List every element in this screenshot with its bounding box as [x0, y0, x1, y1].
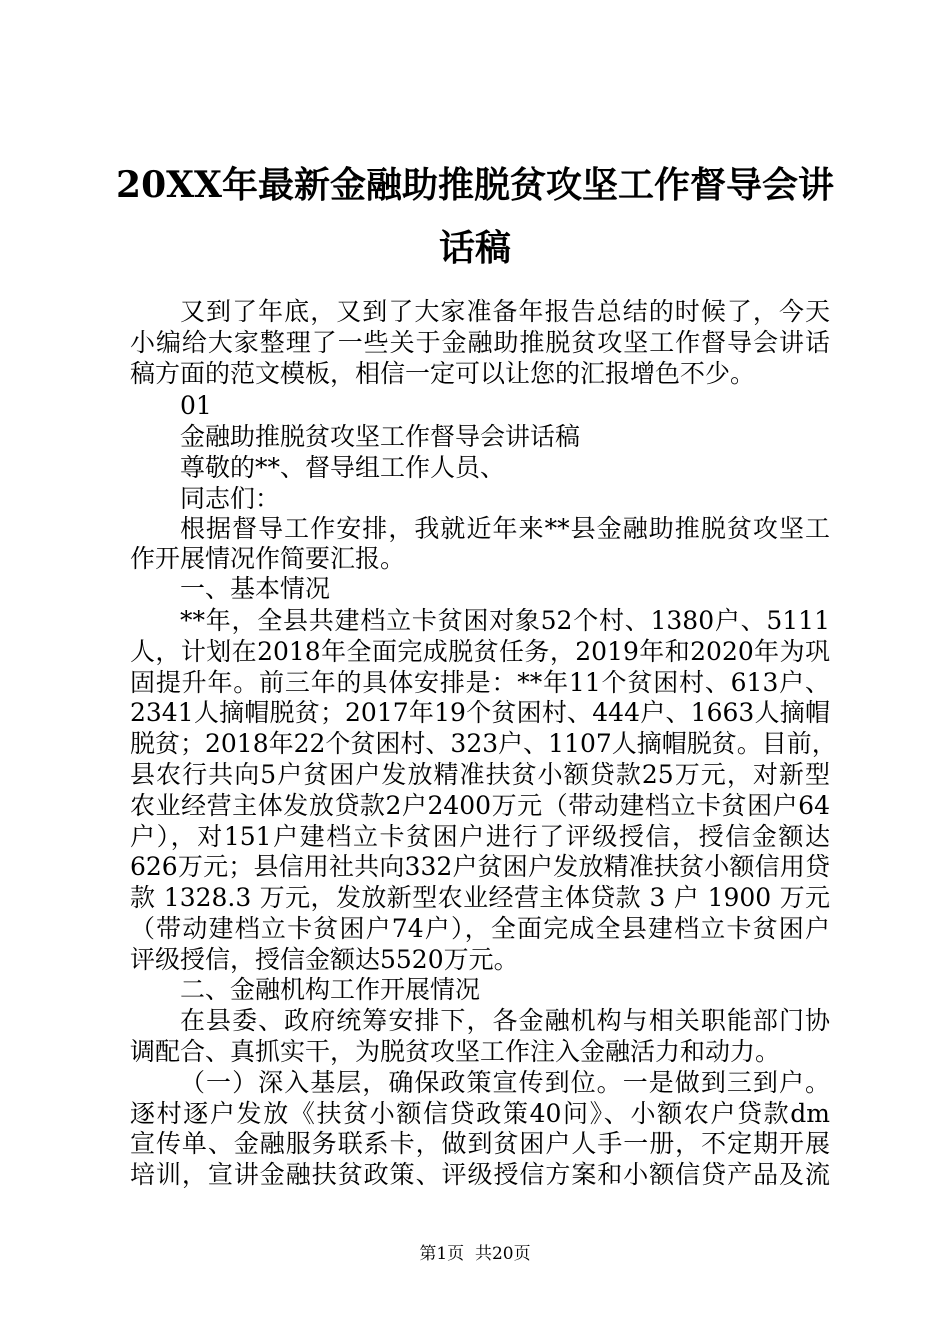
paragraph-line: （带动建档立卡贫困户74户），全面完成全县建档立卡贫困户	[130, 914, 830, 943]
paragraph-line: 尊敬的**、督导组工作人员、	[180, 453, 506, 482]
paragraph-line: 固提升年。前三年的具体安排是：**年11个贫困村、613户、	[130, 668, 830, 697]
document-title-line-1: 20XX年最新金融助推脱贫攻坚工作督导会讲	[116, 164, 834, 206]
paragraph-line: 农业经营主体发放贷款2户2400万元（带动建档立卡贫困户64	[130, 791, 830, 820]
paragraph-line: 宣传单、金融服务联系卡，做到贫困户人手一册，不定期开展	[130, 1129, 830, 1158]
section-heading: 二、金融机构工作开展情况	[180, 975, 481, 1004]
paragraph-line: 户），对151户建档立卡贫困户进行了评级授信，授信金额达	[130, 822, 830, 851]
paragraph-line: 2341人摘帽脱贫；2017年19个贫困村、444户、1663人摘帽	[130, 698, 830, 727]
paragraph-line: 金融助推脱贫攻坚工作督导会讲话稿	[180, 422, 581, 451]
paragraph-line: 小编给大家整理了一些关于金融助推脱贫攻坚工作督导会讲话	[130, 328, 830, 357]
paragraph-line: 培训，宣讲金融扶贫政策、评级授信方案和小额信贷产品及流	[130, 1160, 830, 1189]
paragraph-line: （一）深入基层，确保政策宣传到位。一是做到三到户。	[180, 1068, 830, 1097]
paragraph-line: 逐村逐户发放《扶贫小额信贷政策40问》、小额农户贷款dm	[130, 1099, 830, 1128]
paragraph-line: 人，计划在2018年全面完成脱贫任务，2019年和2020年为巩	[130, 637, 830, 666]
section-heading: 一、基本情况	[180, 574, 331, 603]
paragraph-line: 626万元；县信用社共向332户贫困户发放精准扶贫小额信用贷	[130, 852, 830, 881]
paragraph-line: 根据督导工作安排，我就近年来**县金融助推脱贫攻坚工	[180, 514, 830, 543]
paragraph-line: 评级授信，授信金额达5520万元。	[130, 945, 519, 974]
paragraph-line: 调配合、真抓实干，为脱贫攻坚工作注入金融活力和动力。	[130, 1037, 781, 1066]
paragraph-line: 款 1328.3 万元，发放新型农业经营主体贷款 3 户 1900 万元	[130, 883, 830, 912]
page-footer: 第1页 共20页	[419, 1244, 531, 1264]
paragraph-line: 县农行共向5户贫困户发放精准扶贫小额贷款25万元，对新型	[130, 760, 830, 789]
paragraph-line: 作开展情况作简要汇报。	[130, 544, 406, 573]
paragraph-line: 同志们：	[180, 484, 281, 513]
section-number: 01	[180, 391, 212, 420]
paragraph-line: 又到了年底，又到了大家准备年报告总结的时候了，今天	[180, 297, 830, 326]
paragraph-line: 稿方面的范文模板，相信一定可以让您的汇报增色不少。	[130, 359, 756, 388]
paragraph-line: 脱贫；2018年22个贫困村、323户、1107人摘帽脱贫。目前，	[130, 729, 837, 758]
paragraph-line: **年，全县共建档立卡贫困对象52个村、1380户、5111	[180, 606, 830, 635]
paragraph-line: 在县委、政府统筹安排下，各金融机构与相关职能部门协	[180, 1006, 830, 1035]
document-title-line-2: 话稿	[438, 227, 511, 269]
